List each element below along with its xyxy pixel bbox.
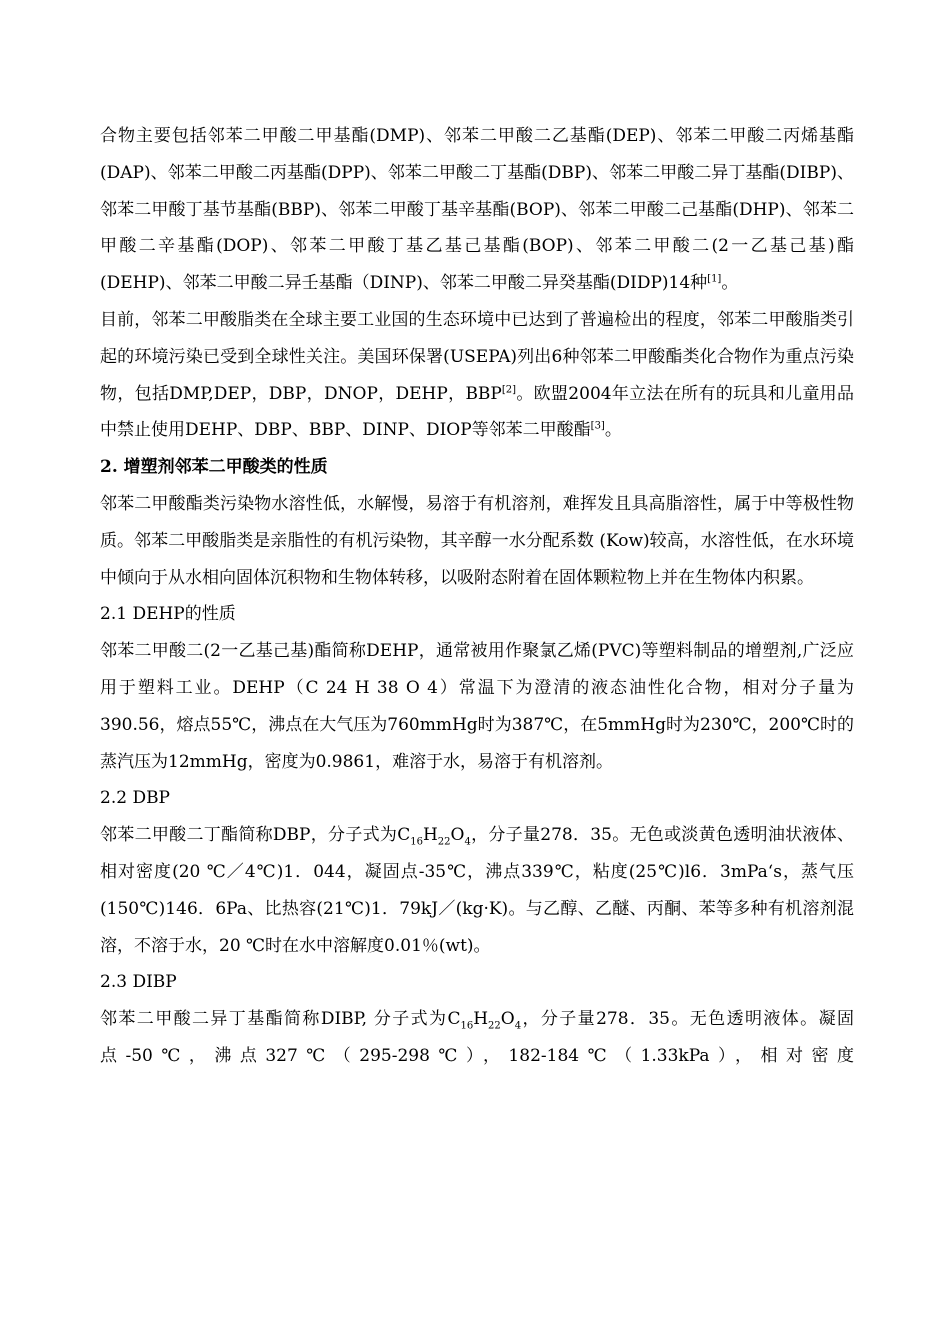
- body-paragraph: [100, 817, 854, 964]
- text-run: 邻苯二甲酸酯类污染物水溶性低，水解慢，易溶于有机溶剂，难挥发且具高脂溶性，属于中等极性物质。邻苯二甲酸脂类是亲脂性的有机污染物，其辛醇一水分配系数 (Kow)较高，水溶性低，在水环境中倾向于从水相向固体沉积物和生物体转移，以吸附态附着在固体颗粒物上并在生物体内积累。: [100, 493, 854, 588]
- body-paragraph: [100, 596, 854, 633]
- formula-subscript: 22: [488, 1020, 501, 1032]
- text-run: 。: [604, 420, 622, 441]
- document-body: [100, 118, 854, 1075]
- text-run: 。欧盟2004年立法在所有的玩具和儿童用品中禁止使用DEHP、DBP、BBP、DINP、DIOP等邻苯二甲酸酯: [100, 383, 854, 441]
- body-paragraph: [100, 486, 854, 596]
- body-paragraph: [100, 633, 854, 780]
- section-heading: [100, 449, 854, 486]
- text-run: 邻苯二甲酸二丁酯简称DBP，分子式为C: [100, 825, 411, 846]
- formula-subscript: 16: [460, 1020, 474, 1032]
- text-run: 2.2 DBP: [100, 788, 171, 809]
- formula-subscript: 16: [410, 836, 423, 848]
- text-run: 。: [721, 273, 739, 294]
- text-run: 2. 增塑剂邻苯二甲酸类的性质: [100, 457, 328, 478]
- text-run: O: [450, 825, 465, 846]
- text-run: 2.3 DIBP: [100, 972, 177, 993]
- text-run: 邻苯二甲酸二异丁基酯简称DIBP, 分子式为C: [100, 1009, 461, 1030]
- body-paragraph: [100, 302, 854, 449]
- text-run: 合物主要包括邻苯二甲酸二甲基酯(DMP)、邻苯二甲酸二乙基酯(DEP)、邻苯二甲酸二丙烯基酯(DAP)、邻苯二甲酸二丙基酯(DPP)、邻苯二甲酸二丁基酯(DBP)、邻苯二甲酸二异丁基酯(DIBP)、邻苯二甲酸丁基节基酯(BBP)、邻苯二甲酸丁基辛基酯(BOP)、邻苯二甲酸二己基酯(DHP)、邻苯二甲酸二辛基酯(DOP)、邻苯二甲酸丁基乙基己基酯(BOP)、邻苯二甲酸二(2一乙基己基)酯(DEHP)、邻苯二甲酸二异壬基酯（DINP)、邻苯二甲酸二异癸基酯(DIDP)14种: [100, 126, 854, 294]
- body-paragraph: [100, 118, 854, 302]
- text-run: H: [422, 825, 438, 846]
- text-run: H: [473, 1009, 489, 1030]
- text-run: ，分子量278．35。无色或淡黄色透明油状液体、相对密度(20 ℃／4℃)1．044，凝固点-35℃，沸点339℃，粘度(25℃)l6．3mPa‘s，蒸气压(150℃)146．6Pa、比热容(21℃)1．79kJ／(kg·K)。与乙醇、乙醚、丙酮、苯等多种有机溶剂混溶，不溶于水，20 ℃时在水中溶解度0.01％(wt)。: [100, 825, 854, 956]
- body-paragraph: [100, 1001, 854, 1075]
- citation-reference: [2]: [501, 383, 517, 395]
- formula-subscript: 4: [514, 1020, 522, 1032]
- formula-subscript: 4: [464, 836, 471, 848]
- text-run: O: [500, 1009, 515, 1030]
- citation-reference: [1]: [707, 273, 722, 285]
- formula-subscript: 22: [437, 836, 451, 848]
- text-run: ，分子量278．35。无色透明液体。凝固点-50℃，沸点327℃（295-298℃），182-184℃（1.33kPa），相对密度: [100, 1009, 854, 1066]
- text-run: 2.1 DEHP的性质: [100, 604, 236, 625]
- body-paragraph: [100, 964, 854, 1001]
- citation-reference: [3]: [590, 420, 605, 432]
- body-paragraph: [100, 780, 854, 817]
- text-run: 目前，邻苯二甲酸脂类在全球主要工业国的生态环境中已达到了普遍检出的程度，邻苯二甲酸脂类引起的环境污染已受到全球性关注。美国环保署(USEPA)列出6种邻苯二甲酸酯类化合物作为重点污染物，包括DMP,DEP，DBP，DNOP，DEHP，BBP: [100, 309, 854, 404]
- text-run: 邻苯二甲酸二(2一乙基己基)酯简称DEHP，通常被用作聚氯乙烯(PVC)等塑料制品的增塑剂,广泛应用于塑料工业。DEHP（C 24 H 38 O 4）常温下为澄清的液态油性化合物，相对分子量为390.56，熔点55℃，沸点在大气压为760mmHg时为387℃，在5mmHg时为230℃，200℃时的蒸汽压为12mmHg，密度为0.9861，难溶于水，易溶于有机溶剂。: [100, 641, 854, 772]
